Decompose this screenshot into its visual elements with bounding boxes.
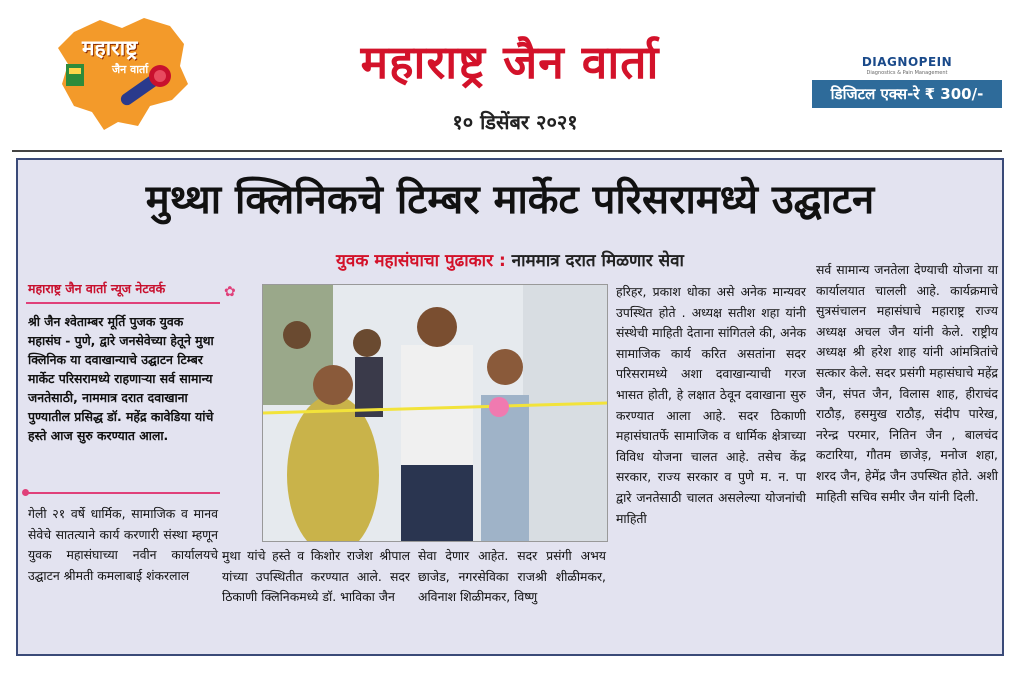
ad-offer: डिजिटल एक्स-रे ₹ 300/- [812, 80, 1002, 108]
logo [52, 14, 192, 132]
masthead-title: महाराष्ट्र जैन वार्ता [360, 35, 660, 89]
masthead-divider [12, 150, 1002, 152]
intro-paragraph: श्री जैन श्वेताम्बर मूर्ति पुजक युवक महासंघ - पुणे, द्वारे जनसेवेच्या हेतूने मुथा क्लिनिक या दवाखान्याचे उद्घाटन टिम्बर मार्केट परिसरामध्ये राहणाऱ्या सर्व सामान्य जनतेसाठी, नाममात्र दरात दवाखाना पुण्यातील प्रसिद्ध डॉ. महेंद्र कावेडिया यांचे हस्ते आज सुरु करण्यात आला. [28, 314, 214, 443]
subhead-text: नाममात्र दरात मिळणार सेवा [511, 251, 684, 271]
column-5: सर्व सामान्य जनतेला देण्याची योजना या कार्यालयात चालली आहे. कार्यक्रमाचे सुत्रसंचालन महासंघाचे महाराष्ट्र राज्य अध्यक्ष अचल जैन यांनी केले. राष्ट्रीय अध्यक्ष श्री हरेश शाह यांनी आंमत्रितांचे सत्कार केले. सदर प्रसंगी महासंघाचे महेंद्र जैन, संपत जैन, विलास शाह, हीराचंद राठौड़, हसमुख राठौड़, संदीप पारेख, नरेन्द्र परमार, नितिन जैन , बालचंद कटारिया, गौतम छाजेड़, मनोज शहा, शरद जैन, हेमेंद्र जैन उपस्थित होते. अशी माहिती सचिव समीर जैन यांनी दिली. [816, 262, 998, 504]
issue-date: १० डिसेंबर २०२१ [452, 110, 578, 134]
byline-divider [26, 302, 220, 304]
byline: महाराष्ट्र जैन वार्ता न्यूज नेटवर्क [28, 281, 166, 296]
ad-tagline: Diagnostics & Pain Management [866, 69, 948, 76]
intro-divider [26, 492, 220, 494]
logo-title: महाराष्ट्र [82, 36, 138, 60]
divider-dot [22, 489, 29, 496]
logo-subtitle: जैन वार्ता [112, 63, 149, 76]
inauguration-photo [262, 284, 608, 542]
subhead-lead: युवक महासंघाचा पुढाकार : [336, 251, 506, 271]
column-3: सेवा देणार आहेत. सदर प्रसंगी अभय छाजेड, नगरसेविका राजश्री शीळीमकर, अविनाश शिळीमकर, विष्णु [418, 548, 606, 605]
ribbon-bow-icon: ✿ [224, 284, 236, 300]
ad-brand: DIAGNOPEIN [861, 54, 953, 69]
column-4: हरिहर, प्रकाश धोका असे अनेक मान्यवर उपस्थित होते . अध्यक्ष सतीश शहा यांनी संस्थेची माहिती देताना सांगितले की, अनेक सामाजिक कार्य करित असतांना सदर परिसरामध्ये अशा दवाखान्याची गरज भासत होती, हे लक्षात ठेवून दवाखाना सुरु करण्यात आला आहे. सदर ठिकाणी महासंघातर्फे सामाजिक व धार्मिक क्षेत्राच्या विविध योजना चालत आहे. तसेच केंद्र सरकार, राज्य सरकार व पुणे म. न. पा द्वारे जनतेसाठी चालत असलेल्या योजनांची माहिती [616, 284, 806, 526]
diagnopein-ad[interactable] [812, 52, 1002, 110]
column-2: मुथा यांचे हस्ते व किशोर राजेश श्रीपाल यांच्या उपस्थितीत करण्यात आले. सदर ठिकाणी क्लिनिकमध्ये डॉ. भाविका जैन [222, 548, 410, 605]
headline: मुथ्था क्लिनिकचे टिम्बर मार्केट परिसरामध्ये उद्घाटन [145, 177, 875, 223]
article-panel [16, 158, 1004, 656]
column-1: गेली २१ वर्षे धार्मिक, सामाजिक व मानव सेवेचे सातत्याने कार्य करणारी संस्था म्हणून युवक महासंघाच्या नवीन कार्यालयचे उद्घाटन श्रीमती कमलाबाई शंकरलाल [28, 506, 218, 583]
